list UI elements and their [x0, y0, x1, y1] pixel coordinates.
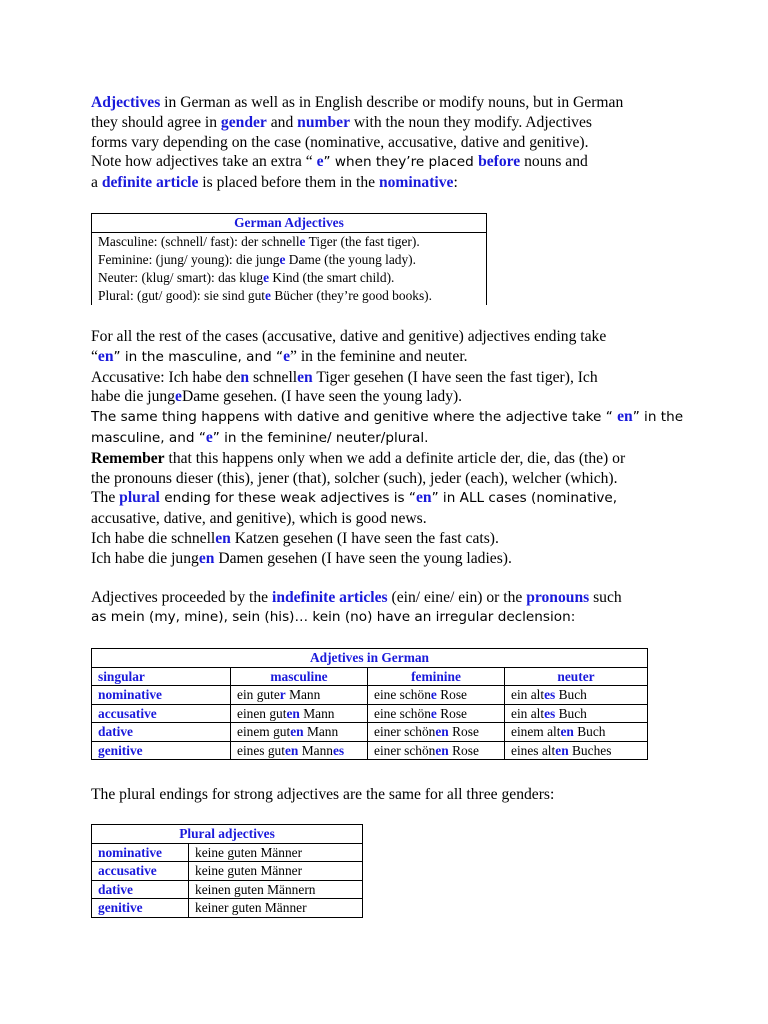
plural-adjectives-table: [91, 824, 363, 918]
para-line: Accusative: Ich habe den schnellen Tiger gesehen (I have seen the fast tiger), Ich: [91, 368, 598, 386]
table-row: [92, 704, 648, 723]
table-cell: keine guten Männer: [189, 862, 363, 881]
table-cell: einem guten Mann: [231, 723, 368, 742]
row-label: genitive: [92, 899, 189, 918]
term-gender: gender: [220, 113, 267, 131]
table-cell: keine guten Männer: [189, 843, 363, 862]
para-line: Adjectives proceeded by the indefinite articles (ein/ eine/ ein) or the pronouns such: [91, 589, 622, 606]
table-row: [92, 880, 363, 899]
intro-line-2: they should agree in gender and number with the noun they modify. Adjectives: [91, 113, 592, 131]
example-feminine: Feminine: (jung/ young): die junge Dame (the young lady).: [98, 251, 416, 267]
para-line: For all the rest of the cases (accusative, dative and genitive) adjectives ending take: [91, 328, 607, 345]
row-label: nominative: [92, 686, 231, 705]
table-row: [92, 862, 363, 881]
table-caption-row: [92, 825, 363, 844]
header-neuter: neuter: [505, 667, 648, 686]
term-nominative: nominative: [378, 174, 454, 192]
header-feminine: feminine: [368, 667, 505, 686]
para-line: the pronouns dieser (this), jener (that), solcher (such), jeder (each), welcher (which).: [91, 469, 618, 487]
term-number: number: [297, 113, 350, 131]
para-line: habe die jungeDame gesehen. (I have seen the young lady).: [91, 388, 463, 406]
table-row: [92, 899, 363, 918]
header-masculine: masculine: [231, 667, 368, 686]
term-indefinite-articles: indefinite articles: [272, 589, 388, 606]
row-label: genitive: [92, 741, 231, 760]
strong-declension-paragraph: [91, 588, 691, 628]
intro-line-5: a definite article is placed before them in the nominative:: [91, 174, 458, 192]
table-cell: [92, 232, 487, 305]
example-masculine: Masculine: (schnell/ fast): der schnelle Tiger (the fast tiger).: [98, 233, 420, 249]
para-line: masculine, and “e” in the feminine/ neuter/plural.: [91, 428, 429, 446]
row-label: dative: [92, 723, 231, 742]
adjectives-in-german-table: [91, 648, 648, 760]
term-adjectives: Adjectives: [91, 94, 161, 111]
table-caption-row: [92, 649, 648, 668]
table-row: [92, 686, 648, 705]
table-cell: ein guter Mann: [231, 686, 368, 705]
table-cell: eines alten Buches: [505, 741, 648, 760]
table-caption: German Adjectives: [92, 214, 487, 233]
term-before: before: [478, 153, 521, 171]
para-line: The same thing happens with dative and genitive where the adjective take “ en” in the: [91, 408, 684, 426]
table-row: [92, 232, 487, 305]
table-caption-row: [92, 214, 487, 233]
para-line: accusative, dative, and genitive), which is good news.: [91, 510, 427, 528]
term-e: e: [316, 153, 324, 171]
table-cell: ein altes Buch: [505, 686, 648, 705]
remember-label: Remember: [91, 449, 165, 467]
para-line: The plural endings for strong adjectives are the same for all three genders:: [91, 786, 555, 803]
para-line: Ich habe die jungen Damen gesehen (I have seen the young ladies).: [91, 549, 512, 567]
plural-intro-paragraph: [91, 785, 691, 805]
table-cell: keiner guten Männer: [189, 899, 363, 918]
table-cell: eine schöne Rose: [368, 686, 505, 705]
table-caption: Adjetives in German: [92, 649, 648, 668]
intro-line-3: forms vary depending on the case (nominative, accusative, dative and genitive).: [91, 133, 589, 151]
table-cell: eine schöne Rose: [368, 704, 505, 723]
row-label: dative: [92, 880, 189, 899]
para-line: as mein (my, mine), sein (his)… kein (no) have an irregular declension:: [91, 608, 576, 625]
table-row: [92, 723, 648, 742]
weak-declension-paragraph: [91, 327, 691, 569]
intro-line-4: Note how adjectives take an extra “ e” when they’re placed before nouns and: [91, 153, 588, 171]
row-label: nominative: [92, 843, 189, 862]
para-line: Ich habe die schnellen Katzen gesehen (I have seen the fast cats).: [91, 529, 499, 547]
table-caption: Plural adjectives: [92, 825, 363, 844]
table-row: [92, 741, 648, 760]
row-label: accusative: [92, 862, 189, 881]
table-header-row: [92, 667, 648, 686]
table-cell: keinen guten Männern: [189, 880, 363, 899]
table-cell: einem alten Buch: [505, 723, 648, 742]
table-cell: einer schönen Rose: [368, 741, 505, 760]
term-pronouns: pronouns: [526, 589, 590, 606]
intro-line-1: Adjectives in German as well as in English describe or modify nouns, but in German: [91, 94, 624, 111]
example-plural: Plural: (gut/ good): sie sind gute Bücher (they’re good books).: [98, 287, 432, 303]
header-singular: singular: [92, 667, 231, 686]
table-row: [92, 843, 363, 862]
german-adjectives-table: [91, 213, 487, 305]
para-line: The plural ending for these weak adjectives is “en” in ALL cases (nominative,: [91, 489, 618, 507]
term-plural: plural: [119, 489, 160, 507]
table-cell: ein altes Buch: [505, 704, 648, 723]
table-cell: einer schönen Rose: [368, 723, 505, 742]
row-label: accusative: [92, 704, 231, 723]
para-line: “en” in the masculine, and “e” in the feminine and neuter.: [91, 347, 468, 365]
table-cell: eines guten Mannes: [231, 741, 368, 760]
intro-paragraph: [91, 93, 691, 193]
example-neuter: Neuter: (klug/ smart): das kluge Kind (the smart child).: [98, 269, 395, 285]
table-cell: einen guten Mann: [231, 704, 368, 723]
para-line: Remember that this happens only when we add a definite article der, die, das (the) or: [91, 449, 626, 467]
term-definite-article: definite article: [101, 174, 199, 192]
